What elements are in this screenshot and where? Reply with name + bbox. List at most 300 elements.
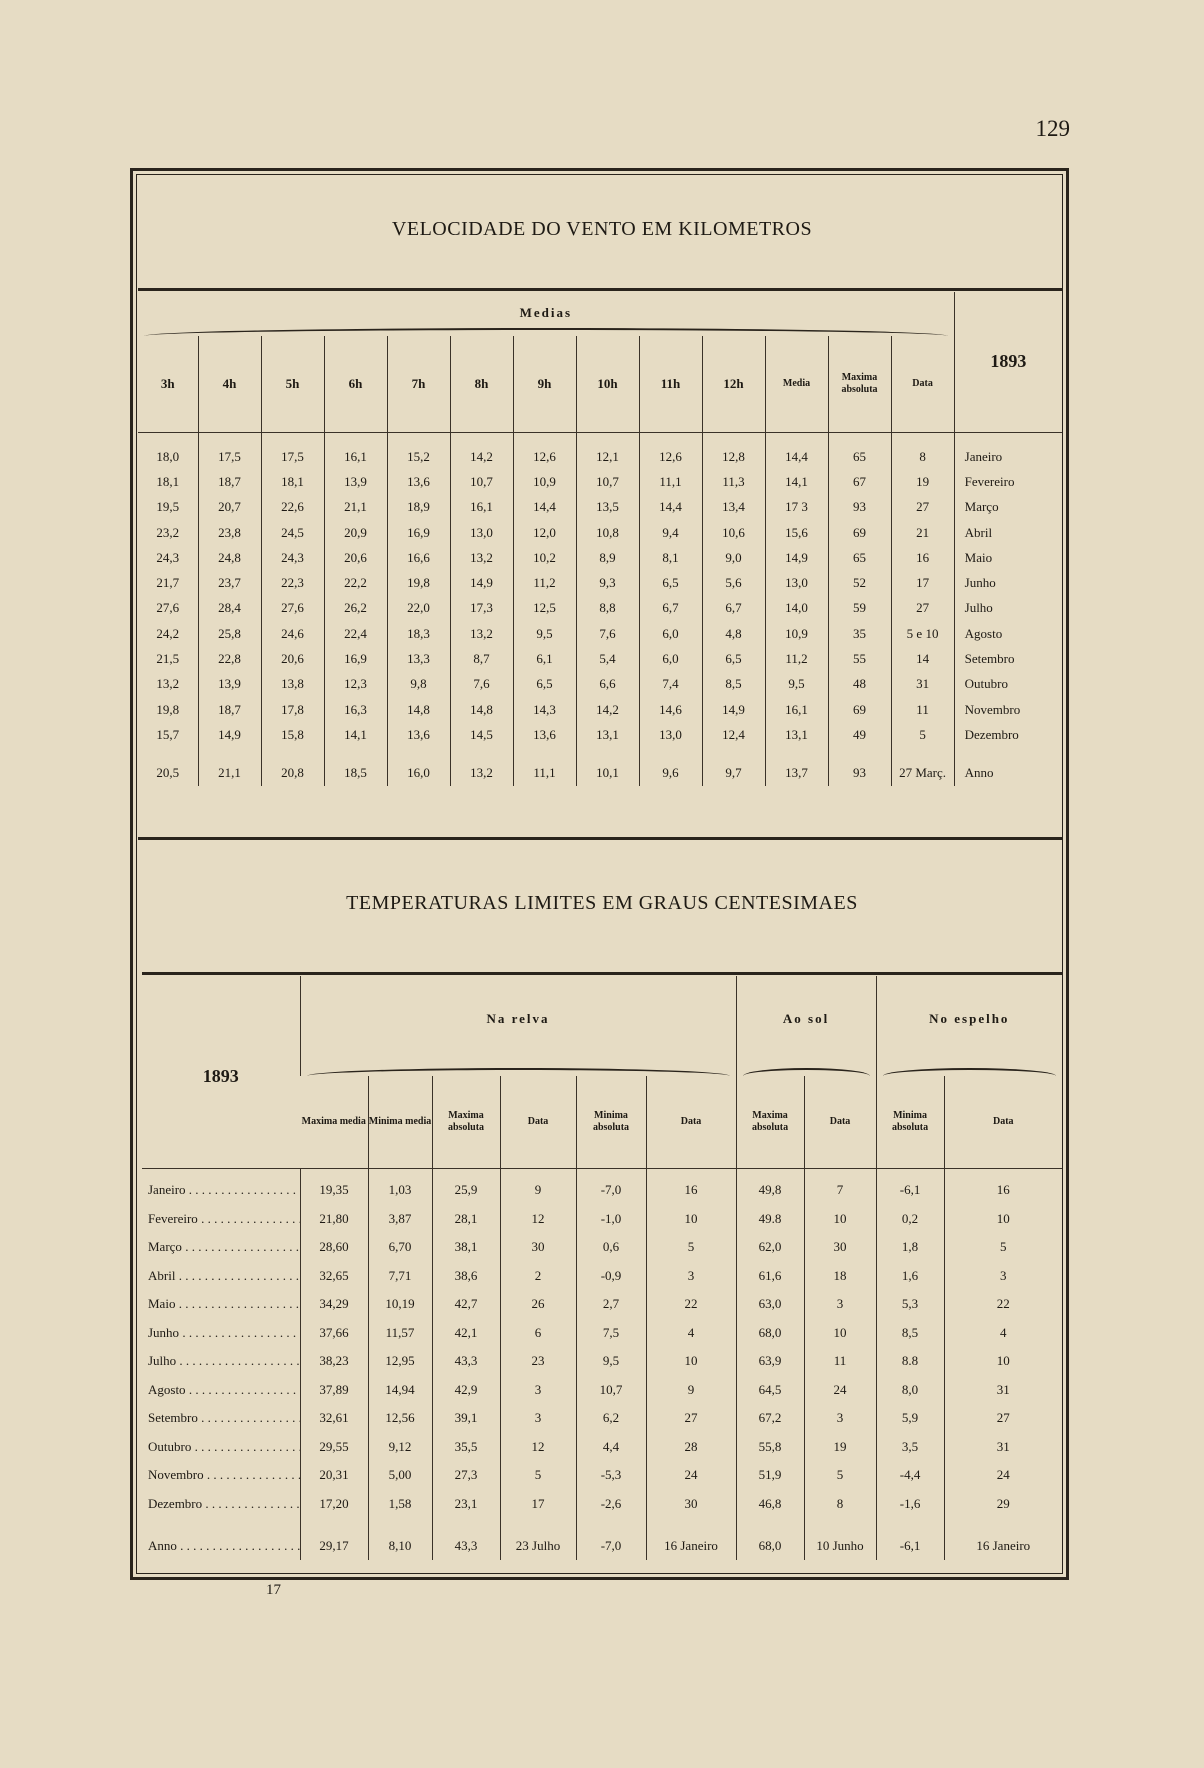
value-cell: 24,3: [156, 549, 180, 565]
value-cell: 26: [500, 1290, 576, 1319]
value-cell: 5,9: [876, 1404, 944, 1433]
value-cell: 30: [500, 1233, 576, 1262]
value-cell: 13,0: [765, 570, 828, 595]
value-cell: 51,9: [736, 1461, 804, 1490]
month-cell: Anno . . .: [142, 1532, 300, 1560]
hour-header: 4h: [198, 336, 261, 432]
value-cell: 14,9: [702, 697, 765, 722]
table-row: [142, 1262, 1062, 1291]
value-cell: 31: [944, 1433, 1062, 1462]
value-cell: 10: [944, 1205, 1062, 1234]
column-header: Data: [804, 1076, 876, 1168]
value-cell: 10,2: [513, 545, 576, 570]
value-cell: 12: [500, 1205, 576, 1234]
hour-header: 12h: [702, 336, 765, 432]
month-cell: Maio . . .: [142, 1290, 300, 1319]
month-cell: Maio: [954, 545, 1062, 570]
value-cell: 10,9: [765, 621, 828, 646]
temp-year-header: 1893: [202, 1066, 239, 1087]
value-cell: 93: [828, 760, 891, 786]
value-cell: 18,9: [387, 495, 450, 520]
month-cell: Setembro . . .: [142, 1404, 300, 1433]
month-cell: Novembro . . .: [142, 1461, 300, 1490]
month-cell: Outubro: [954, 672, 1062, 697]
value-cell: 9,3: [576, 570, 639, 595]
month-cell: Agosto: [954, 621, 1062, 646]
column-header: Data: [944, 1076, 1062, 1168]
data-header: Data: [891, 336, 954, 432]
table-row: [142, 1290, 1062, 1319]
month-cell: Junho: [954, 570, 1062, 595]
maxima-absoluta-header: Maxima absoluta: [828, 336, 891, 432]
value-cell: 23,1: [432, 1490, 500, 1519]
value-cell: 12,4: [702, 722, 765, 747]
month-cell: Junho . . .: [142, 1319, 300, 1348]
value-cell: 6,5: [639, 570, 702, 595]
value-cell: 6,5: [702, 646, 765, 671]
table-row: [142, 1376, 1062, 1405]
value-cell: 6,7: [702, 596, 765, 621]
medias-label: Medias: [519, 305, 573, 320]
value-cell: 27: [891, 596, 954, 621]
column-header: Minima absoluta: [576, 1076, 646, 1168]
value-cell: 15,7: [156, 726, 180, 742]
month-cell: Julho . . .: [142, 1347, 300, 1376]
value-cell: 8: [804, 1490, 876, 1519]
value-cell: 19,8: [387, 570, 450, 595]
value-cell: 9,6: [639, 760, 702, 786]
value-cell: 13,9: [198, 672, 261, 697]
month-cell: Dezembro . . .: [142, 1490, 300, 1519]
value-cell: 23,8: [198, 520, 261, 545]
value-cell: 32,61: [300, 1404, 368, 1433]
value-cell: 21,80: [300, 1205, 368, 1234]
value-cell: 21,1: [324, 495, 387, 520]
table-row: [138, 469, 1062, 494]
value-cell: 3: [804, 1290, 876, 1319]
value-cell: 22,4: [324, 621, 387, 646]
ao-sol-group: [736, 976, 876, 1076]
hour-header: 8h: [450, 336, 513, 432]
value-cell: 3,87: [368, 1205, 432, 1234]
month-cell: Março . . .: [142, 1233, 300, 1262]
value-cell: 29: [944, 1490, 1062, 1519]
value-cell: 93: [828, 495, 891, 520]
value-cell: 16,9: [387, 520, 450, 545]
table-row: [142, 1490, 1062, 1519]
value-cell: 12,56: [368, 1404, 432, 1433]
value-cell: 14,8: [387, 697, 450, 722]
value-cell: 20,7: [198, 495, 261, 520]
value-cell: 1,6: [876, 1262, 944, 1291]
table-row: [138, 621, 1062, 646]
value-cell: 22: [646, 1290, 736, 1319]
value-cell: 22,0: [387, 596, 450, 621]
value-cell: 18,7: [198, 469, 261, 494]
value-cell: 16,1: [324, 444, 387, 469]
value-cell: 16: [646, 1176, 736, 1205]
value-cell: 11: [891, 697, 954, 722]
month-cell: Abril . . .: [142, 1262, 300, 1291]
table-row: [138, 722, 1062, 747]
value-cell: 12: [500, 1433, 576, 1462]
value-cell: 4,8: [702, 621, 765, 646]
value-cell: 16 Janeiro: [944, 1532, 1062, 1560]
value-cell: 32,65: [300, 1262, 368, 1291]
month-cell: Janeiro: [954, 444, 1062, 469]
value-cell: 7,5: [576, 1319, 646, 1348]
brace-mark: [743, 1068, 870, 1076]
value-cell: 19: [804, 1433, 876, 1462]
value-cell: 16: [944, 1176, 1062, 1205]
value-cell: 24,2: [156, 625, 180, 641]
value-cell: 19: [891, 469, 954, 494]
value-cell: 6,0: [639, 646, 702, 671]
value-cell: 10,8: [576, 520, 639, 545]
value-cell: 64,5: [736, 1376, 804, 1405]
value-cell: 17: [891, 570, 954, 595]
value-cell: 5: [804, 1461, 876, 1490]
value-cell: 29,17: [300, 1532, 368, 1560]
value-cell: 14,9: [198, 722, 261, 747]
table-row: [138, 495, 1062, 520]
month-cell: Janeiro . . .: [142, 1176, 300, 1205]
hour-header: 11h: [639, 336, 702, 432]
value-cell: 3,5: [876, 1433, 944, 1462]
value-cell: 67: [828, 469, 891, 494]
value-cell: 52: [828, 570, 891, 595]
value-cell: 14: [891, 646, 954, 671]
value-cell: 9: [646, 1376, 736, 1405]
spacer-row: [142, 1518, 1062, 1532]
value-cell: 10,7: [576, 1376, 646, 1405]
table-row: [142, 1404, 1062, 1433]
value-cell: 10,9: [513, 469, 576, 494]
value-cell: 30: [804, 1233, 876, 1262]
value-cell: 10: [804, 1319, 876, 1348]
value-cell: 4: [646, 1319, 736, 1348]
value-cell: 49: [828, 722, 891, 747]
page-number: 129: [1035, 116, 1070, 141]
value-cell: 42,9: [432, 1376, 500, 1405]
value-cell: 13,6: [387, 469, 450, 494]
value-cell: 1,03: [368, 1176, 432, 1205]
value-cell: -1,0: [576, 1205, 646, 1234]
value-cell: 5: [500, 1461, 576, 1490]
value-cell: 48: [828, 672, 891, 697]
value-cell: 13,0: [639, 722, 702, 747]
column-header: Maxima media: [301, 1115, 366, 1127]
value-cell: 14,2: [576, 697, 639, 722]
rule-row: [142, 1168, 1062, 1176]
value-cell: 5: [646, 1233, 736, 1262]
value-cell: 9,0: [702, 545, 765, 570]
value-cell: 24: [944, 1461, 1062, 1490]
table-row: [138, 570, 1062, 595]
value-cell: 24,5: [261, 520, 324, 545]
brace-mark: [307, 1068, 730, 1076]
value-cell: 42,1: [432, 1319, 500, 1348]
divider: [138, 837, 1062, 840]
wind-year-header: 1893: [954, 292, 1062, 432]
value-cell: 11: [804, 1347, 876, 1376]
value-cell: 68,0: [736, 1532, 804, 1560]
value-cell: 14,4: [639, 495, 702, 520]
value-cell: 12,6: [639, 444, 702, 469]
table-row: [142, 1319, 1062, 1348]
value-cell: 55: [828, 646, 891, 671]
value-cell: -5,3: [576, 1461, 646, 1490]
value-cell: 14,3: [513, 697, 576, 722]
table-row: [138, 520, 1062, 545]
column-header: Maxima absoluta: [432, 1076, 500, 1168]
value-cell: 6,1: [513, 646, 576, 671]
value-cell: 27 Març.: [891, 760, 954, 786]
value-cell: 16,0: [387, 760, 450, 786]
value-cell: 3: [944, 1262, 1062, 1291]
value-cell: 34,29: [300, 1290, 368, 1319]
value-cell: 10: [646, 1347, 736, 1376]
spacer-row: [138, 748, 1062, 760]
column-header: Data: [646, 1076, 736, 1168]
value-cell: -1,6: [876, 1490, 944, 1519]
value-cell: 3: [500, 1376, 576, 1405]
value-cell: 63,9: [736, 1347, 804, 1376]
value-cell: 35,5: [432, 1433, 500, 1462]
table-row: [142, 1461, 1062, 1490]
table-row: [138, 545, 1062, 570]
value-cell: 18,0: [156, 448, 180, 464]
value-cell: 25,8: [198, 621, 261, 646]
divider: [142, 972, 1062, 975]
value-cell: -7,0: [576, 1176, 646, 1205]
value-cell: 13,9: [324, 469, 387, 494]
value-cell: 14,6: [639, 697, 702, 722]
value-cell: 7,6: [450, 672, 513, 697]
value-cell: -0,9: [576, 1262, 646, 1291]
hour-header: 9h: [513, 336, 576, 432]
value-cell: 7,71: [368, 1262, 432, 1291]
value-cell: 20,5: [156, 764, 180, 780]
value-cell: 6,6: [576, 672, 639, 697]
value-cell: 8,5: [876, 1319, 944, 1348]
brace-mark: [883, 1068, 1057, 1076]
value-cell: 21: [891, 520, 954, 545]
value-cell: 13,1: [576, 722, 639, 747]
value-cell: 4,4: [576, 1433, 646, 1462]
value-cell: 12,1: [576, 444, 639, 469]
value-cell: 17,5: [261, 444, 324, 469]
value-cell: 8,9: [576, 545, 639, 570]
value-cell: 14,0: [765, 596, 828, 621]
value-cell: 15,2: [387, 444, 450, 469]
value-cell: 23,7: [198, 570, 261, 595]
value-cell: 8.8: [876, 1347, 944, 1376]
value-cell: 18,7: [198, 697, 261, 722]
month-cell: Março: [954, 495, 1062, 520]
value-cell: 27: [944, 1404, 1062, 1433]
value-cell: 35: [828, 621, 891, 646]
value-cell: 14,9: [450, 570, 513, 595]
wind-section-title: VELOCIDADE DO VENTO EM KILOMETROS: [391, 218, 813, 240]
table-row: [142, 1233, 1062, 1262]
value-cell: 5: [944, 1233, 1062, 1262]
value-cell: 17 3: [765, 495, 828, 520]
value-cell: 8,10: [368, 1532, 432, 1560]
value-cell: 43,3: [432, 1532, 500, 1560]
value-cell: 11,2: [513, 570, 576, 595]
temperature-table: [142, 976, 1062, 1560]
value-cell: 23,2: [156, 524, 180, 540]
value-cell: 62,0: [736, 1233, 804, 1262]
ao-sol-label: Ao sol: [782, 1011, 830, 1026]
wind-column-headers: [138, 336, 1062, 432]
divider: [138, 288, 1062, 291]
value-cell: 14,2: [450, 444, 513, 469]
table-row: [142, 1532, 1062, 1560]
value-cell: 0,6: [576, 1233, 646, 1262]
month-cell: Outubro . . .: [142, 1433, 300, 1462]
value-cell: 7,4: [639, 672, 702, 697]
value-cell: 18,1: [156, 473, 180, 489]
value-cell: 4: [944, 1319, 1062, 1348]
table-row: [138, 760, 1062, 786]
value-cell: 31: [944, 1376, 1062, 1405]
value-cell: 28,60: [300, 1233, 368, 1262]
value-cell: 7: [804, 1176, 876, 1205]
no-espelho-group: [876, 976, 1062, 1076]
value-cell: 9,4: [639, 520, 702, 545]
value-cell: 14,4: [513, 495, 576, 520]
value-cell: 26,2: [324, 596, 387, 621]
value-cell: 12,0: [513, 520, 576, 545]
table-row: [142, 1347, 1062, 1376]
month-cell: Fevereiro: [954, 469, 1062, 494]
value-cell: 37,66: [300, 1319, 368, 1348]
value-cell: 46,8: [736, 1490, 804, 1519]
value-cell: 24,6: [261, 621, 324, 646]
value-cell: 5 e 10: [891, 621, 954, 646]
footer-number: 17: [266, 1582, 281, 1598]
table-row: [142, 1205, 1062, 1234]
wind-speed-table: [138, 292, 1062, 786]
value-cell: 18,3: [387, 621, 450, 646]
value-cell: 12,95: [368, 1347, 432, 1376]
value-cell: 29,55: [300, 1433, 368, 1462]
value-cell: 12,8: [702, 444, 765, 469]
value-cell: 16,6: [387, 545, 450, 570]
value-cell: 6,2: [576, 1404, 646, 1433]
value-cell: 14,1: [324, 722, 387, 747]
value-cell: 8,8: [576, 596, 639, 621]
value-cell: 17: [500, 1490, 576, 1519]
value-cell: 13,2: [450, 545, 513, 570]
value-cell: 8,1: [639, 545, 702, 570]
value-cell: 5: [891, 722, 954, 747]
value-cell: 7,6: [576, 621, 639, 646]
value-cell: 1,8: [876, 1233, 944, 1262]
value-cell: 11,1: [639, 469, 702, 494]
value-cell: -6,1: [876, 1176, 944, 1205]
value-cell: 59: [828, 596, 891, 621]
value-cell: 5,3: [876, 1290, 944, 1319]
value-cell: 13,2: [450, 760, 513, 786]
table-row: [142, 1433, 1062, 1462]
value-cell: 15,8: [261, 722, 324, 747]
value-cell: 24: [646, 1461, 736, 1490]
value-cell: 39,1: [432, 1404, 500, 1433]
value-cell: 16: [891, 545, 954, 570]
month-cell: Julho: [954, 596, 1062, 621]
value-cell: 19,35: [300, 1176, 368, 1205]
value-cell: 28,1: [432, 1205, 500, 1234]
brace-mark: [144, 328, 948, 336]
value-cell: 9,5: [576, 1347, 646, 1376]
no-espelho-label: No espelho: [929, 1011, 1010, 1026]
value-cell: 14,4: [765, 444, 828, 469]
value-cell: 14,5: [450, 722, 513, 747]
value-cell: 11,1: [513, 760, 576, 786]
value-cell: 16 Janeiro: [646, 1532, 736, 1560]
month-cell: Dezembro: [954, 722, 1062, 747]
value-cell: 12,6: [513, 444, 576, 469]
value-cell: -2,6: [576, 1490, 646, 1519]
value-cell: 24: [804, 1376, 876, 1405]
value-cell: 3: [804, 1404, 876, 1433]
value-cell: 16,1: [765, 697, 828, 722]
value-cell: 22,8: [198, 646, 261, 671]
value-cell: 13,2: [450, 621, 513, 646]
value-cell: 6,70: [368, 1233, 432, 1262]
value-cell: 10,6: [702, 520, 765, 545]
value-cell: 23 Julho: [500, 1532, 576, 1560]
value-cell: 13,1: [765, 722, 828, 747]
value-cell: 38,23: [300, 1347, 368, 1376]
value-cell: 27,6: [261, 596, 324, 621]
value-cell: 2,7: [576, 1290, 646, 1319]
month-cell: Anno: [954, 760, 1062, 786]
column-header: Minima media: [368, 1076, 432, 1168]
value-cell: 12,5: [513, 596, 576, 621]
month-cell: Novembro: [954, 697, 1062, 722]
value-cell: 14,94: [368, 1376, 432, 1405]
value-cell: 9,5: [765, 672, 828, 697]
value-cell: 9: [500, 1176, 576, 1205]
table-row: [138, 697, 1062, 722]
table-row: [142, 1176, 1062, 1205]
value-cell: 65: [828, 545, 891, 570]
table-row: [138, 596, 1062, 621]
value-cell: 27,6: [156, 600, 180, 616]
value-cell: 22,3: [261, 570, 324, 595]
value-cell: 6,5: [513, 672, 576, 697]
value-cell: 16,3: [324, 697, 387, 722]
value-cell: 17,3: [450, 596, 513, 621]
rule-row: [138, 432, 1062, 444]
value-cell: 8: [891, 444, 954, 469]
value-cell: 27: [646, 1404, 736, 1433]
month-cell: Abril: [954, 520, 1062, 545]
value-cell: 17,8: [261, 697, 324, 722]
value-cell: 8,7: [450, 646, 513, 671]
value-cell: 13,4: [702, 495, 765, 520]
value-cell: 11,2: [765, 646, 828, 671]
value-cell: 5,00: [368, 1461, 432, 1490]
value-cell: 22: [944, 1290, 1062, 1319]
value-cell: 69: [828, 697, 891, 722]
value-cell: 68,0: [736, 1319, 804, 1348]
value-cell: 25,9: [432, 1176, 500, 1205]
